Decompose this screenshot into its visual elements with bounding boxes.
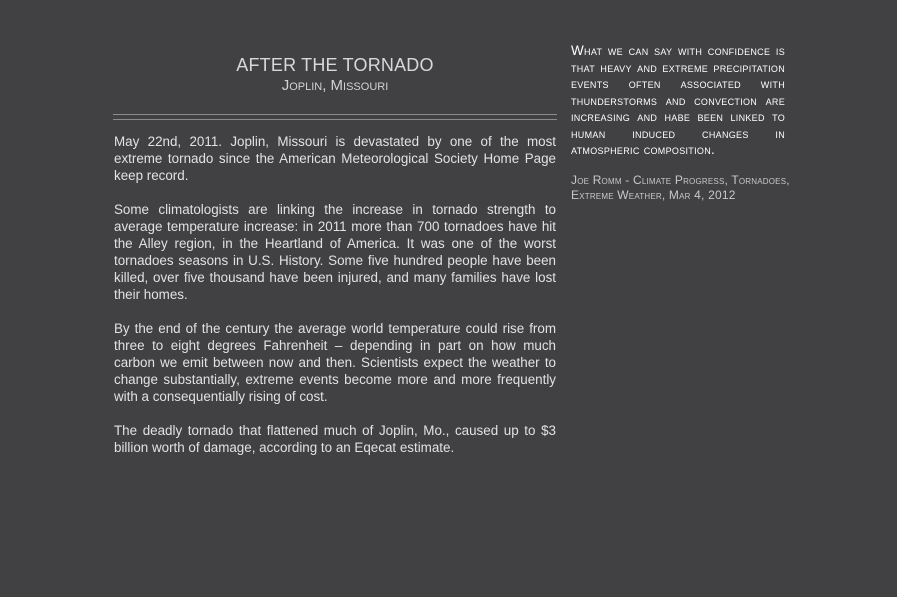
article-body — [114, 133, 556, 473]
article-paragraph: The deadly tornado that flattened much of Joplin, Mo., caused up to $3 billion worth of damage, according to an Eqecat estimate. — [114, 423, 556, 455]
article-paragraph: May 22nd, 2011. Joplin, Missouri is devastated by one of the most extreme tornado since the American Meteorological Society Home Page keep record. — [114, 134, 556, 183]
article-paragraph: Some climatologists are linking the increase in tornado strength to average temperature increase: in 2011 more than 700 tornadoes have hit the Alley region, in the Heartland of America. It was one of the worst tornadoes seasons in U.S. History. Some five hundred people have been killed, over five thousand have been injured, and many families have lost their homes. — [114, 202, 556, 302]
header-divider — [113, 114, 557, 120]
page-title: AFTER THE TORNADO — [236, 55, 434, 75]
page-subtitle: Joplin, Missouri — [281, 77, 389, 94]
quote-credit: Joe Romm - Climate Progress, Tornadoes, Extreme Weather, Mar 4, 2012 — [571, 173, 790, 202]
article-paragraph: By the end of the century the average world temperature could rise from three to eight degrees Fahrenheit – depending in part on how much carbon we emit between now and then. Scientists expect the weather to change substantially, extreme events become more and more frequently with a consequentially rising of cost. — [114, 321, 556, 404]
pull-quote: What we can say with confidence is that heavy and extreme precipitation events often associated with thunderstorms and convection are increasing and habe been linked to human induced changes in atmospheric composition. — [571, 43, 785, 157]
article-header — [113, 55, 557, 95]
